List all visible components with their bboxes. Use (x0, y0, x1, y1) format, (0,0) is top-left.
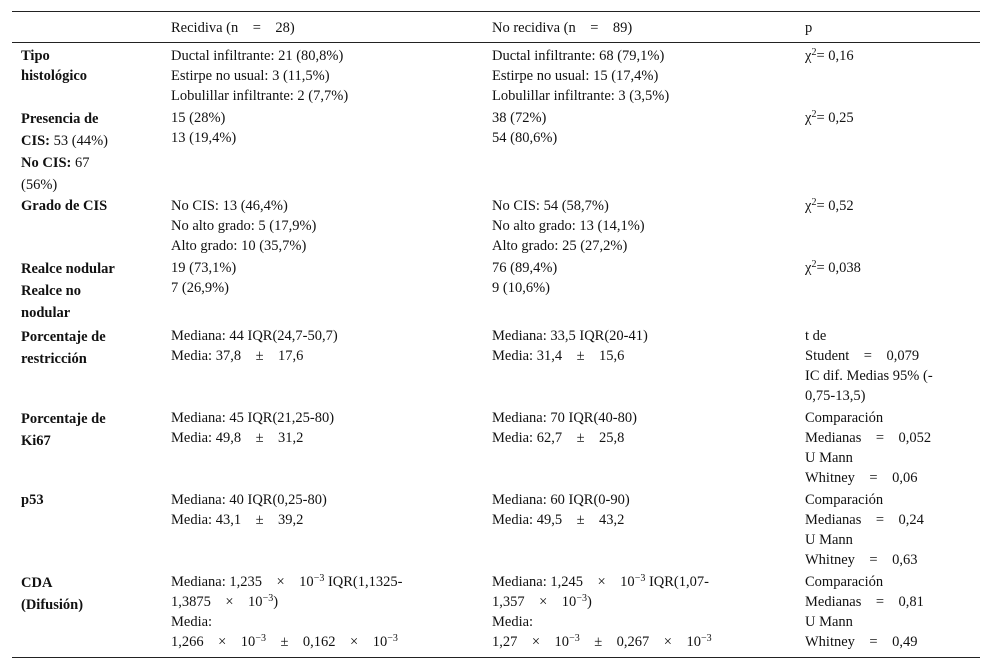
cis-p-value: $\chi^2= 0,25$ (805, 109, 854, 126)
row-label-restriccion: Porcentaje de restricción (21, 329, 106, 367)
row-label-cda: CDA (Difusión) (21, 575, 84, 613)
p53-recidiva: Mediana: 40 IQR(0,25-80) Media: 43,1 ± 39,2 (171, 492, 327, 528)
grado-p-value: $\chi^2= 0,52$ (805, 197, 854, 214)
row-label-p53: p53 (21, 492, 44, 508)
row-label-ki67: Porcentaje de Ki67 (21, 411, 106, 449)
tipo-no-recidiva: Ductal infiltrante: 68 (79,1%) Estirpe no usual: 15 (17,4%) Lobulillar infiltrante: 3 (3,5%) (492, 48, 670, 104)
realce-no-recidiva: 76 (89,4%) 9 (10,6%) (492, 260, 558, 296)
cda-p-value: Comparación Medianas = 0,81 U Mann Whitney = 0,49 (805, 574, 924, 650)
cda-recidiva: Mediana: 1,235 × $10^{-3}$ IQR(1,1325- 1,3875 × $10^{-3}$) Media: 1,266 × $10^{-3}$ ± 0,162 × $10^{-3}$ (171, 573, 403, 650)
row-label-tipo: Tipo histológico (21, 48, 88, 84)
ki67-recidiva: Mediana: 45 IQR(21,25-80) Media: 49,8 ± 31,2 (171, 410, 335, 446)
table-bottom-rule (12, 657, 980, 658)
realce-recidiva: 19 (73,1%) 7 (26,9%) (171, 260, 237, 296)
header-p: p (805, 20, 813, 36)
grado-no-recidiva: No CIS: 54 (58,7%) No alto grado: 13 (14,1%) Alto grado: 25 (27,2%) (492, 198, 645, 254)
restriccion-recidiva: Mediana: 44 IQR(24,7-50,7) Media: 37,8 ± 17,6 (171, 328, 338, 364)
tipo-recidiva: Ductal infiltrante: 21 (80,8%) Estirpe no usual: 3 (11,5%) Lobulillar infiltrante: 2 (7,7%) (171, 48, 349, 104)
table-top-rule (12, 11, 980, 12)
tipo-p-value: $\chi^2= 0,16$ (805, 47, 854, 64)
p53-p-value: Comparación Medianas = 0,24 U Mann Whitney = 0,63 (805, 492, 924, 568)
grado-recidiva: No CIS: 13 (46,4%) No alto grado: 5 (17,9%) Alto grado: 10 (35,7%) (171, 198, 317, 254)
cis-no-recidiva: 38 (72%) 54 (80,6%) (492, 110, 558, 146)
header-bottom-rule (12, 42, 980, 43)
cda-no-recidiva: Mediana: 1,245 × $10^{-3}$ IQR(1,07- 1,357 × $10^{-3}$) Media: 1,27 × $10^{-3}$ ± 0,267 × $10^{-3}$ (492, 573, 712, 650)
p53-no-recidiva: Mediana: 60 IQR(0-90) Media: 49,5 ± 43,2 (492, 492, 630, 528)
cis-recidiva: 15 (28%) 13 (19,4%) (171, 110, 237, 146)
restriccion-no-recidiva: Mediana: 33,5 IQR(20-41) Media: 31,4 ± 15,6 (492, 328, 648, 364)
row-label-realce: Realce nodular Realce no nodular (21, 261, 115, 321)
row-label-grado: Grado de CIS (21, 198, 108, 214)
ki67-p-value: Comparación Medianas = 0,052 U Mann Whitney = 0,06 (805, 410, 932, 486)
row-label-cis: Presencia de CIS: 53 (44%) No CIS: 67 (56%) (21, 111, 109, 193)
restriccion-p-value: t de Student = 0,079 IC dif. Medias 95% (- 0,75-13,5) (805, 328, 933, 404)
realce-p-value: $\chi^2= 0,038$ (805, 259, 861, 276)
ki67-no-recidiva: Mediana: 70 IQR(40-80) Media: 62,7 ± 25,8 (492, 410, 637, 446)
header-recidiva: Recidiva (n = 28) (171, 20, 295, 36)
header-no-recidiva: No recidiva (n = 89) (492, 20, 633, 36)
